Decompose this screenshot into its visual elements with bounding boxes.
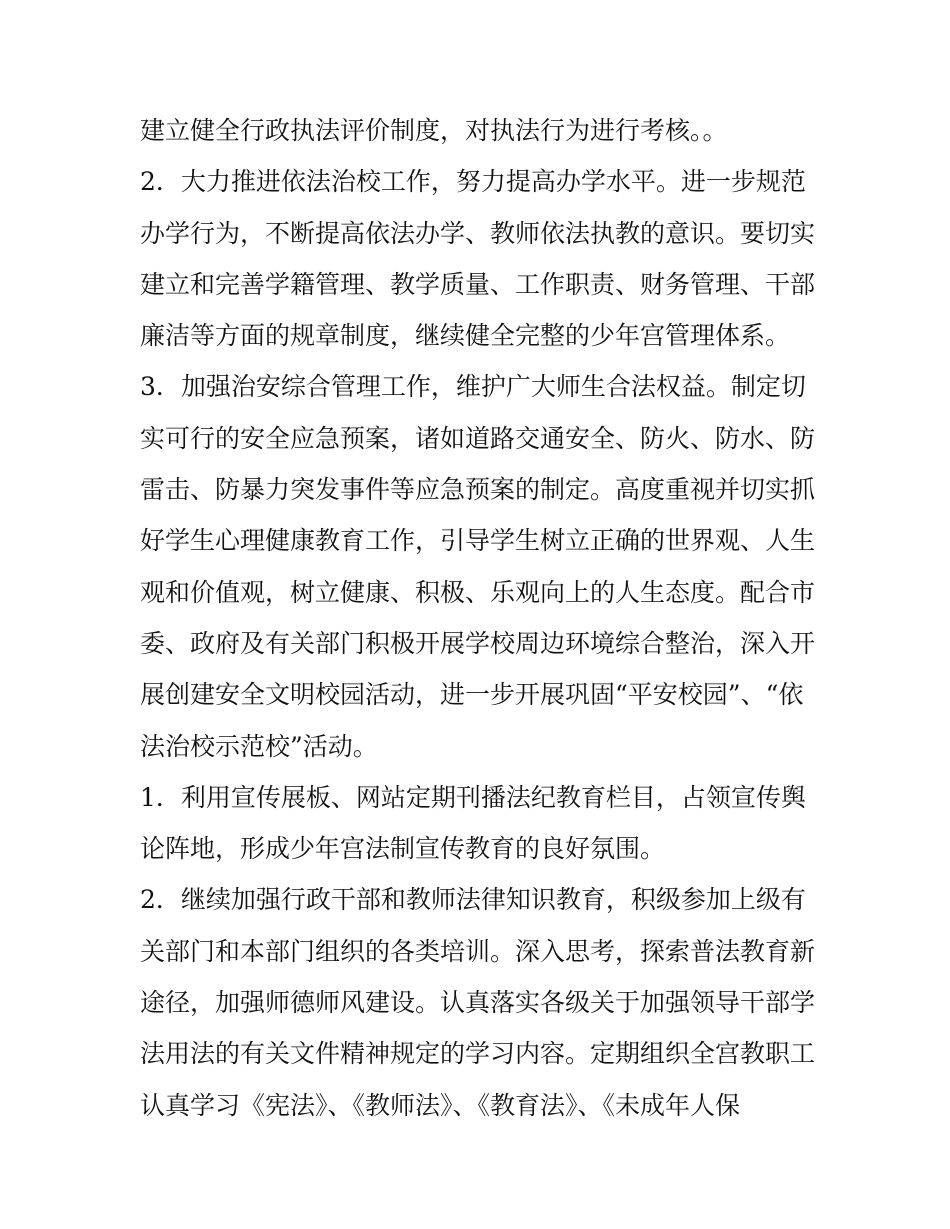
text-line: 观和价值观，树立健康、积极、乐观向上的人生态度。配合市 xyxy=(140,577,816,607)
document-body xyxy=(140,105,820,1131)
text-line: 建立健全行政执法评价制度，对执法行为进行考核。。 xyxy=(140,116,728,145)
text-line: 认真学习《宪法》、《教师法》、《教育法》、《未成年人保 xyxy=(140,1090,741,1120)
text-line: 办学行为，不断提高依法办学、教师依法执教的意识。要切实 xyxy=(140,218,816,248)
text-line: 2．大力推进依法治校工作，努力提高办学水平。进一步规范 xyxy=(140,167,806,197)
text-line: 途径，加强师德师风建设。认真落实各级关于加强领导干部学 xyxy=(140,988,816,1018)
text-line: 2．继续加强行政干部和教师法律知识教育，积级参加上级有 xyxy=(140,885,806,915)
text-line: 法治校示范校”活动。 xyxy=(140,731,378,761)
text-line: 关部门和本部门组织的各类培训。深入思考，探索普法教育新 xyxy=(140,936,816,966)
text-line: 法用法的有关文件精神规定的学习内容。定期组织全宫教职工 xyxy=(140,1039,816,1069)
text-line: 1．利用宣传展板、网站定期刊播法纪教育栏目，占领宣传舆 xyxy=(140,782,806,812)
text-line: 好学生心理健康教育工作，引导学生树立正确的世界观、人生 xyxy=(140,526,816,556)
text-line: 廉洁等方面的规章制度，继续健全完整的少年宫管理体系。 xyxy=(140,321,791,351)
text-line: 3．加强治安综合管理工作，维护广大师生合法权益。制定切 xyxy=(140,372,806,402)
text-line: 实可行的安全应急预案，诸如道路交通安全、防火、防水、防 xyxy=(140,423,816,453)
text-line: 论阵地，形成少年宫法制宣传教育的良好氛围。 xyxy=(140,834,666,864)
text-line: 雷击、防暴力突发事件等应急预案的制定。高度重视并切实抓 xyxy=(140,475,816,505)
text-line: 委、政府及有关部门积极开展学校周边环境综合整治，深入开 xyxy=(140,628,816,658)
text-line: 建立和完善学籍管理、教学质量、工作职责、财务管理、干部 xyxy=(140,269,816,299)
text-line: 展创建安全文明校园活动，进一步开展巩固“平安校园”、“依 xyxy=(140,680,804,710)
